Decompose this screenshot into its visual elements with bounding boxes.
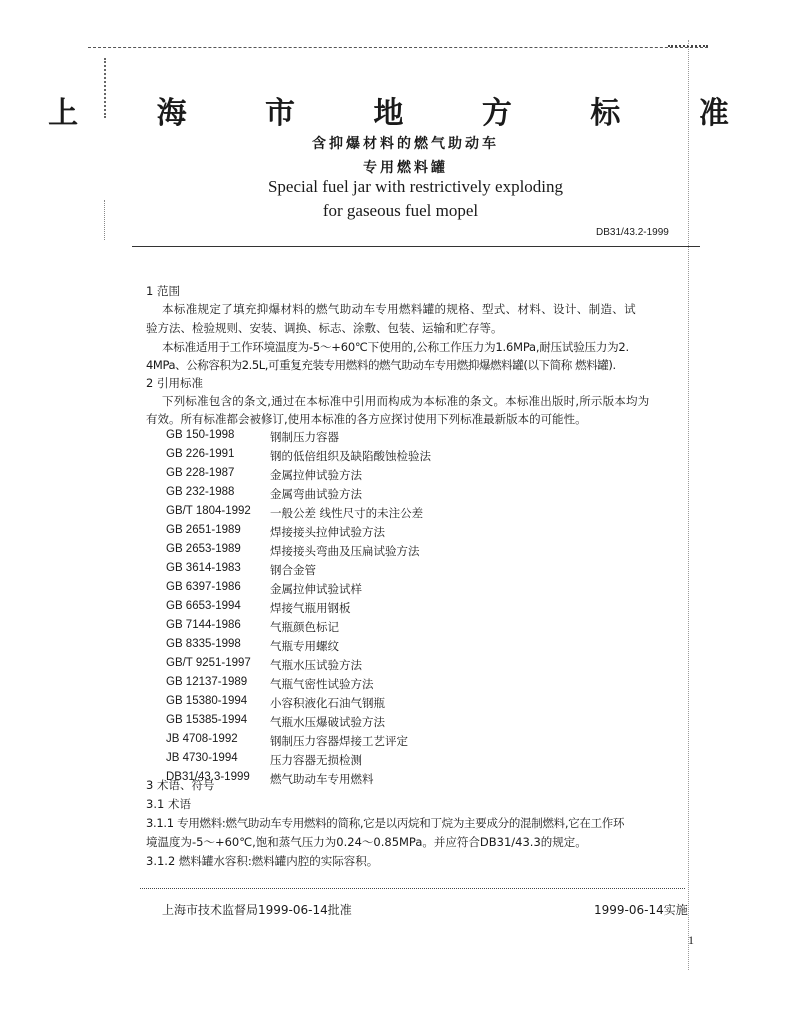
reference-name: 一般公差 线性尺寸的未注公差 <box>270 506 424 520</box>
reference-code: JB 4730-1994 <box>166 752 238 764</box>
issue-date: 上海市技术监督局1999-06-14批准 <box>162 903 352 917</box>
section-2-paragraph-line-1: 下列标准包含的条文,通过在本标准中引用而构成为本标准的条文。本标准出版时,所示版本均为 <box>162 394 650 408</box>
reference-code: GB 8335-1998 <box>166 638 241 650</box>
reference-name: 气瓶颜色标记 <box>270 620 339 634</box>
section-2-paragraph-line-2: 有效。所有标准都会被修订,使用本标准的各方应探讨使用下列标准最新版本的可能性。 <box>146 412 587 426</box>
reference-name: 钢制压力容器焊接工艺评定 <box>270 734 408 748</box>
reference-code: GB 226-1991 <box>166 448 235 460</box>
top-border-line <box>88 47 708 48</box>
reference-code: GB/T 9251-1997 <box>166 657 251 669</box>
reference-name: 钢的低倍组织及缺陷酸蚀检验法 <box>270 449 431 463</box>
reference-code: GB 6653-1994 <box>166 600 241 612</box>
standard-title: 上 海 市 地 方 标 准 <box>48 96 763 131</box>
section-1-paragraph-1-line-2: 验方法、检验规则、安装、调换、标志、涂敷、包装、运输和贮存等。 <box>146 321 503 335</box>
reference-name: 钢合金管 <box>270 563 316 577</box>
reference-name: 气瓶专用螺纹 <box>270 639 339 653</box>
section-2-heading: 2 引用标准 <box>146 376 203 390</box>
reference-code: GB 2653-1989 <box>166 543 241 555</box>
footer-rule <box>140 888 685 889</box>
reference-name: 气瓶气密性试验方法 <box>270 677 374 691</box>
section-3-heading: 3 术语、符号 <box>146 778 215 792</box>
reference-name: 焊接气瓶用钢板 <box>270 601 351 615</box>
reference-code: GB 228-1987 <box>166 467 235 479</box>
reference-code: GB 6397-1986 <box>166 581 241 593</box>
document-number: DB31/43.2-1999 <box>596 227 669 238</box>
reference-code: GB 7144-1986 <box>166 619 241 631</box>
subtitle-cn-line2: 专用燃料罐 <box>363 160 448 176</box>
reference-name: 燃气助动车专用燃料 <box>270 772 374 786</box>
subtitle-cn-line1: 含抑爆材料的燃气助动车 <box>312 136 499 152</box>
reference-code: GB/T 1804-1992 <box>166 505 251 517</box>
section-3-1-heading: 3.1 术语 <box>146 797 191 811</box>
reference-name: 焊接接头拉伸试验方法 <box>270 525 385 539</box>
subtitle-en-line1: Special fuel jar with restrictively exploding <box>267 177 564 196</box>
reference-name: 气瓶水压试验方法 <box>270 658 362 672</box>
reference-code: GB 232-1988 <box>166 486 235 498</box>
section-1-paragraph-1-line-1: 本标准规定了填充抑爆材料的燃气助动车专用燃料罐的规格、型式、材料、设计、制造、试 <box>162 302 636 316</box>
reference-code: GB 3614-1983 <box>166 562 241 574</box>
reference-code: GB 150-1998 <box>166 429 235 441</box>
page-number: 1 <box>688 933 694 947</box>
reference-name: 金属拉伸试验方法 <box>270 468 362 482</box>
subtitle-en-line2: for gaseous fuel mopel <box>322 201 479 220</box>
reference-code: DB31/43.3-1999 <box>166 771 250 783</box>
section-3-1-1-line-1: 3.1.1 专用燃料:燃气助动车专用燃料的简称,它是以丙烷和丁烷为主要成分的混制燃料,它在工作环 <box>146 816 625 830</box>
section-3-1-2: 3.1.2 燃料罐水容积:燃料罐内腔的实际容积。 <box>146 854 379 868</box>
reference-code: GB 15380-1994 <box>166 695 248 707</box>
reference-code: GB 15385-1994 <box>166 714 248 726</box>
section-3-1-1-line-2: 境温度为-5～+60℃,饱和蒸气压力为0.24～0.85MPa。并应符合DB31/43.3的规定。 <box>146 835 587 849</box>
reference-name: 金属拉伸试验试样 <box>270 582 362 596</box>
reference-name: 金属弯曲试验方法 <box>270 487 362 501</box>
section-1-heading: 1 范围 <box>146 284 180 298</box>
header-rule <box>132 246 700 247</box>
section-1-paragraph-2-line-2: 4MPa、公称容积为2.5L,可重复充装专用燃料的燃气助动车专用燃抑爆燃料罐(以下简称 燃料罐). <box>146 358 616 372</box>
reference-name: 小容积液化石油气钢瓶 <box>270 696 385 710</box>
reference-name: 焊接接头弯曲及压扁试验方法 <box>270 544 420 558</box>
reference-name: 气瓶水压爆破试验方法 <box>270 715 385 729</box>
reference-name: 压力容器无损检测 <box>270 753 362 767</box>
reference-code: GB 2651-1989 <box>166 524 241 536</box>
effective-date: 1999-06-14实施 <box>594 903 688 917</box>
section-1-paragraph-2-line-1: 本标准适用于工作环境温度为-5～+60℃下使用的,公称工作压力为1.6MPa,耐压试验压力为2. <box>162 340 630 354</box>
reference-name: 钢制压力容器 <box>270 430 339 444</box>
reference-code: JB 4708-1992 <box>166 733 238 745</box>
reference-code: GB 12137-1989 <box>166 676 248 688</box>
